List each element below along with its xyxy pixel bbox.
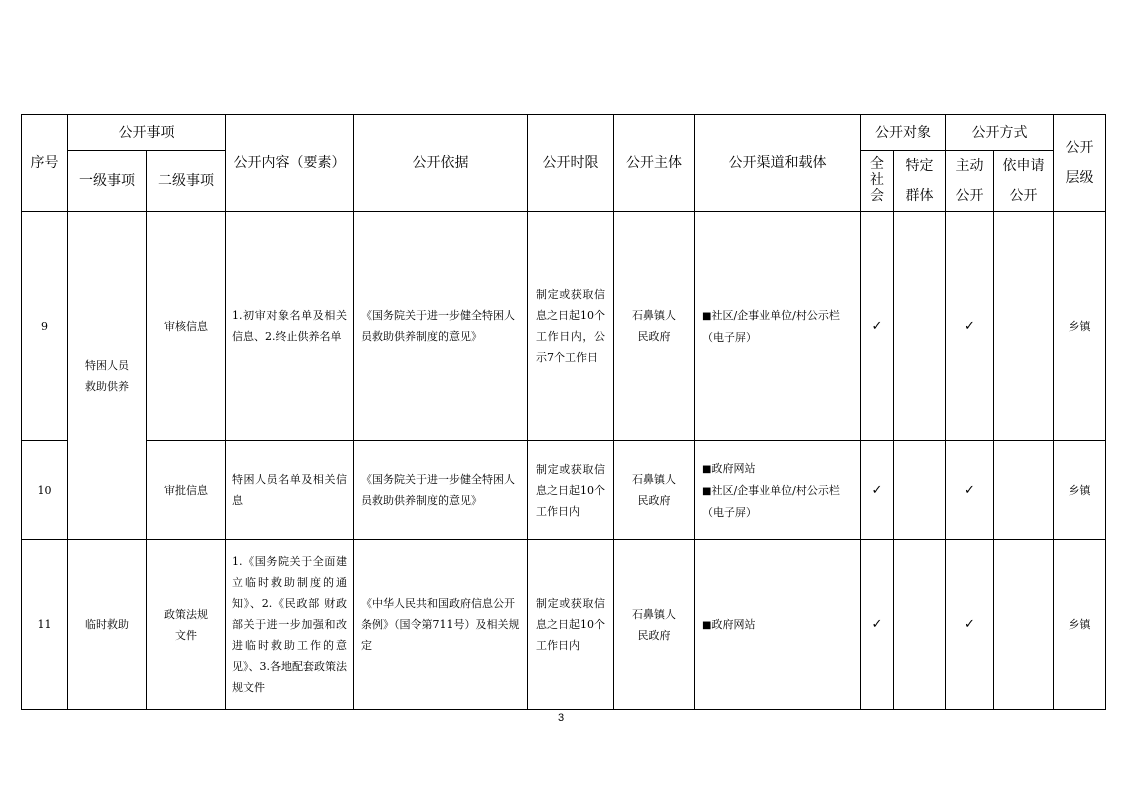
group-level1-text: 特困人员救助供养 bbox=[85, 358, 129, 393]
header-content: 公开内容（要素） bbox=[226, 115, 354, 212]
row-specific-group bbox=[894, 540, 946, 710]
row-level: 乡镇 bbox=[1054, 212, 1106, 441]
row-subject-text: 石鼻镇人民政府 bbox=[632, 473, 676, 507]
row-active: ✓ bbox=[946, 212, 994, 441]
row-subject-text: 石鼻镇人民政府 bbox=[632, 309, 676, 343]
row-level1: 临时救助 bbox=[68, 540, 147, 710]
row-basis: 《国务院关于进一步健全特困人员救助供养制度的意见》 bbox=[354, 212, 528, 441]
bullet-square-icon: ■ bbox=[702, 619, 712, 631]
table-row bbox=[22, 212, 1106, 441]
channel-item bbox=[702, 480, 855, 523]
group-level1 bbox=[68, 212, 147, 540]
row-specific-group bbox=[894, 212, 946, 441]
channel-text: 社区/企事业单位/村公示栏（电子屏） bbox=[702, 483, 840, 519]
row-channels bbox=[695, 540, 861, 710]
header-items-group: 公开事项 bbox=[68, 115, 226, 151]
row-level2 bbox=[147, 540, 226, 710]
row-whole-society: ✓ bbox=[861, 540, 894, 710]
row-channels bbox=[695, 441, 861, 540]
row-active: ✓ bbox=[946, 540, 994, 710]
row-level: 乡镇 bbox=[1054, 441, 1106, 540]
header-level bbox=[1054, 115, 1106, 212]
header-active bbox=[946, 151, 994, 212]
row-basis: 《中华人民共和国政府信息公开条例》（国令第711号）及相关规定 bbox=[354, 540, 528, 710]
channel-text: 政府网站 bbox=[711, 461, 756, 475]
bullet-square-icon: ■ bbox=[702, 463, 712, 475]
bullet-square-icon: ■ bbox=[702, 485, 712, 497]
channel-text: 政府网站 bbox=[711, 617, 756, 631]
header-level-text: 公开层级 bbox=[1065, 140, 1094, 186]
row-time-limit: 制定或获取信息之日起10个工作日内，公示7个工作日 bbox=[528, 212, 614, 441]
row-specific-group bbox=[894, 441, 946, 540]
header-method-group: 公开方式 bbox=[946, 115, 1054, 151]
disclosure-table bbox=[21, 114, 1106, 710]
header-audience-group: 公开对象 bbox=[861, 115, 946, 151]
row-level2-text: 政策法规文件 bbox=[164, 607, 208, 642]
row-seq: 10 bbox=[22, 441, 68, 540]
header-active-text: 主动公开 bbox=[955, 158, 984, 204]
header-time-limit: 公开时限 bbox=[528, 115, 614, 212]
row-channels bbox=[695, 212, 861, 441]
header-on-request-text: 依申请公开 bbox=[1002, 158, 1045, 204]
row-content: 特困人员名单及相关信息 bbox=[226, 441, 354, 540]
table-row bbox=[22, 441, 1106, 540]
header-whole-society-text: 全社会 bbox=[870, 156, 884, 204]
row-content: 1.初审对象名单及相关信息、2.终止供养名单 bbox=[226, 212, 354, 441]
header-level1: 一级事项 bbox=[68, 151, 147, 212]
header-level2: 二级事项 bbox=[147, 151, 226, 212]
row-active: ✓ bbox=[946, 441, 994, 540]
row-on-request bbox=[994, 540, 1054, 710]
row-content: 1.《国务院关于全面建立临时救助制度的通知》、2.《民政部 财政部关于进一步加强和改进临时救助工作的意见》、3.各地配套政策法规文件 bbox=[226, 540, 354, 710]
row-seq: 11 bbox=[22, 540, 68, 710]
row-time-limit: 制定或获取信息之日起10个工作日内 bbox=[528, 441, 614, 540]
header-specific-group-text: 特定群体 bbox=[905, 158, 934, 204]
row-on-request bbox=[994, 212, 1054, 441]
row-level2: 审批信息 bbox=[147, 441, 226, 540]
bullet-square-icon: ■ bbox=[702, 310, 712, 322]
table-row bbox=[22, 540, 1106, 710]
header-basis: 公开依据 bbox=[354, 115, 528, 212]
page-number: 3 bbox=[557, 712, 565, 724]
channel-text: 社区/企事业单位/村公示栏（电子屏） bbox=[702, 308, 840, 344]
row-time-limit: 制定或获取信息之日起10个工作日内 bbox=[528, 540, 614, 710]
channel-item bbox=[702, 458, 855, 480]
row-seq: 9 bbox=[22, 212, 68, 441]
header-whole-society bbox=[861, 151, 894, 212]
row-on-request bbox=[994, 441, 1054, 540]
row-level: 乡镇 bbox=[1054, 540, 1106, 710]
channel-item bbox=[702, 614, 855, 636]
header-row-1 bbox=[22, 115, 1106, 151]
row-subject bbox=[614, 212, 695, 441]
header-subject: 公开主体 bbox=[614, 115, 695, 212]
row-whole-society: ✓ bbox=[861, 212, 894, 441]
row-subject bbox=[614, 441, 695, 540]
header-channel: 公开渠道和载体 bbox=[695, 115, 861, 212]
row-subject bbox=[614, 540, 695, 710]
channel-item bbox=[702, 305, 855, 348]
row-subject-text: 石鼻镇人民政府 bbox=[632, 607, 676, 642]
row-whole-society: ✓ bbox=[861, 441, 894, 540]
header-on-request bbox=[994, 151, 1054, 212]
header-seq: 序号 bbox=[22, 115, 68, 212]
row-level2: 审核信息 bbox=[147, 212, 226, 441]
row-basis: 《国务院关于进一步健全特困人员救助供养制度的意见》 bbox=[354, 441, 528, 540]
header-specific-group bbox=[894, 151, 946, 212]
